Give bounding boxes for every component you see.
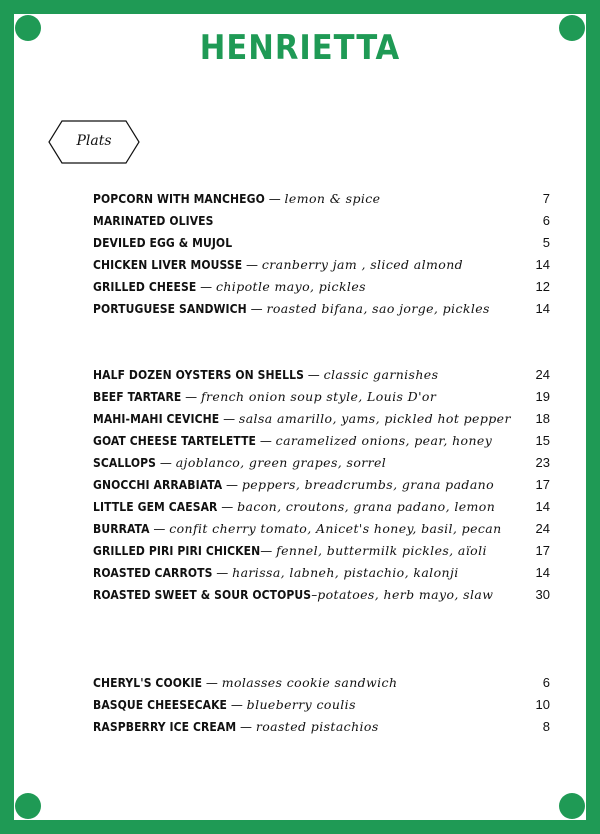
item-description: roasted bifana, sao jorge, pickles (266, 301, 490, 316)
item-price: 8 (542, 719, 550, 734)
menu-item (93, 565, 550, 585)
item-name: HALF DOZEN OYSTERS ON SHELLS (93, 368, 304, 382)
item-separator: — (236, 720, 256, 734)
menu-item (93, 389, 550, 409)
item-name: GOAT CHEESE TARTELETTE (93, 434, 257, 448)
menu-item (93, 411, 550, 431)
item-name: SCALLOPS (93, 456, 157, 470)
item-description: molasses cookie sandwich (221, 675, 398, 690)
menu-item (93, 191, 550, 211)
item-price: 23 (535, 455, 550, 470)
item-price: 24 (535, 521, 550, 536)
item-description: chipotle mayo, pickles (215, 279, 366, 294)
item-description: peppers, breadcrumbs, grana padano (241, 477, 495, 492)
menu-item (93, 499, 550, 519)
item-price: 19 (535, 389, 550, 404)
corner-notch-icon (15, 793, 41, 819)
menu-item (93, 543, 550, 563)
item-name: POPCORN WITH MANCHEGO (93, 192, 265, 206)
item-price: 18 (535, 411, 550, 426)
item-description: caramelized onions, pear, honey (275, 433, 493, 448)
item-price: 24 (535, 367, 550, 382)
item-separator: — (303, 368, 324, 382)
item-price: 6 (542, 675, 550, 690)
item-price: 30 (535, 587, 550, 602)
menu-item (93, 433, 550, 453)
item-description: lemon & spice (284, 191, 381, 206)
corner-notch-icon (559, 793, 585, 819)
item-separator: — (246, 302, 267, 316)
menu-item (93, 213, 550, 233)
item-name: GRILLED PIRI PIRI CHICKEN (93, 544, 261, 558)
item-name: ROASTED SWEET & SOUR OCTOPUS (93, 588, 312, 602)
item-price: 14 (535, 499, 550, 514)
item-price: 6 (542, 213, 550, 228)
item-price: 14 (535, 565, 550, 580)
item-price: 17 (535, 477, 550, 492)
item-name: CHICKEN LIVER MOUSSE (93, 258, 243, 272)
item-name: BEEF TARTARE (93, 390, 182, 404)
menu-item (93, 587, 550, 607)
menu-item (93, 455, 550, 475)
menu-item (93, 719, 550, 739)
item-name: GNOCCHI ARRABIATA (93, 478, 223, 492)
menu-item (93, 257, 550, 277)
item-name: CHERYL'S COOKIE (93, 676, 203, 690)
item-name: MAHI-MAHI CEVICHE (93, 412, 220, 426)
menu-item (93, 477, 550, 497)
item-description: potatoes, herb mayo, slaw (317, 587, 494, 602)
item-description: bacon, croutons, grana padano, lemon (237, 499, 496, 514)
menu-item (93, 675, 550, 695)
item-separator: — (219, 412, 239, 426)
item-separator: — (227, 698, 247, 712)
item-description: french onion soup style, Louis D'or (201, 389, 437, 404)
item-name: BURRATA (93, 522, 150, 536)
item-price: 14 (535, 257, 550, 272)
menu-item (93, 367, 550, 387)
item-separator: — (149, 522, 170, 536)
item-price: 5 (542, 235, 550, 250)
item-description: ajoblanco, green grapes, sorrel (175, 455, 387, 470)
item-separator: — (260, 544, 277, 558)
menu-item (93, 235, 550, 255)
item-name: BASQUE CHEESECAKE (93, 698, 228, 712)
item-price: 10 (535, 697, 550, 712)
item-separator: — (222, 478, 242, 492)
item-separator: — (217, 500, 238, 514)
item-description: classic garnishes (323, 367, 439, 382)
item-description: confit cherry tomato, Anicet's honey, basil, pecan (169, 521, 502, 536)
item-name: DEVILED EGG & MUJOL (93, 236, 233, 250)
item-description: roasted pistachios (255, 719, 379, 734)
section-label: Plats (76, 133, 112, 149)
item-description: blueberry coulis (246, 697, 356, 712)
menu-item (93, 301, 550, 321)
item-name: RASPBERRY ICE CREAM (93, 720, 237, 734)
item-name: GRILLED CHEESE (93, 280, 197, 294)
item-separator: — (256, 434, 276, 448)
item-price: 7 (542, 191, 550, 206)
item-name: PORTUGUESE SANDWICH (93, 302, 247, 316)
menu-item (93, 697, 550, 717)
item-separator: — (202, 676, 222, 690)
item-description: cranberry jam , sliced almond (261, 257, 464, 272)
item-name: LITTLE GEM CAESAR (93, 500, 218, 514)
menu-item (93, 279, 550, 299)
item-name: ROASTED CARROTS (93, 566, 213, 580)
item-separator: — (181, 390, 201, 404)
item-separator: — (196, 280, 216, 294)
item-separator: — (212, 566, 233, 580)
restaurant-title: HENRIETTA (199, 28, 401, 68)
item-separator: – (311, 588, 318, 602)
item-description: salsa amarillo, yams, pickled hot pepper (238, 411, 511, 426)
item-name: MARINATED OLIVES (93, 214, 214, 228)
item-price: 12 (535, 279, 550, 294)
menu-item (93, 521, 550, 541)
item-separator: — (264, 192, 285, 206)
item-description: fennel, buttermilk pickles, aïoli (276, 543, 487, 558)
item-separator: — (242, 258, 262, 272)
item-price: 17 (535, 543, 550, 558)
item-price: 15 (535, 433, 550, 448)
item-price: 14 (535, 301, 550, 316)
item-description: harissa, labneh, pistachio, kalonji (232, 565, 459, 580)
item-separator: — (156, 456, 176, 470)
section-badge (48, 120, 140, 164)
